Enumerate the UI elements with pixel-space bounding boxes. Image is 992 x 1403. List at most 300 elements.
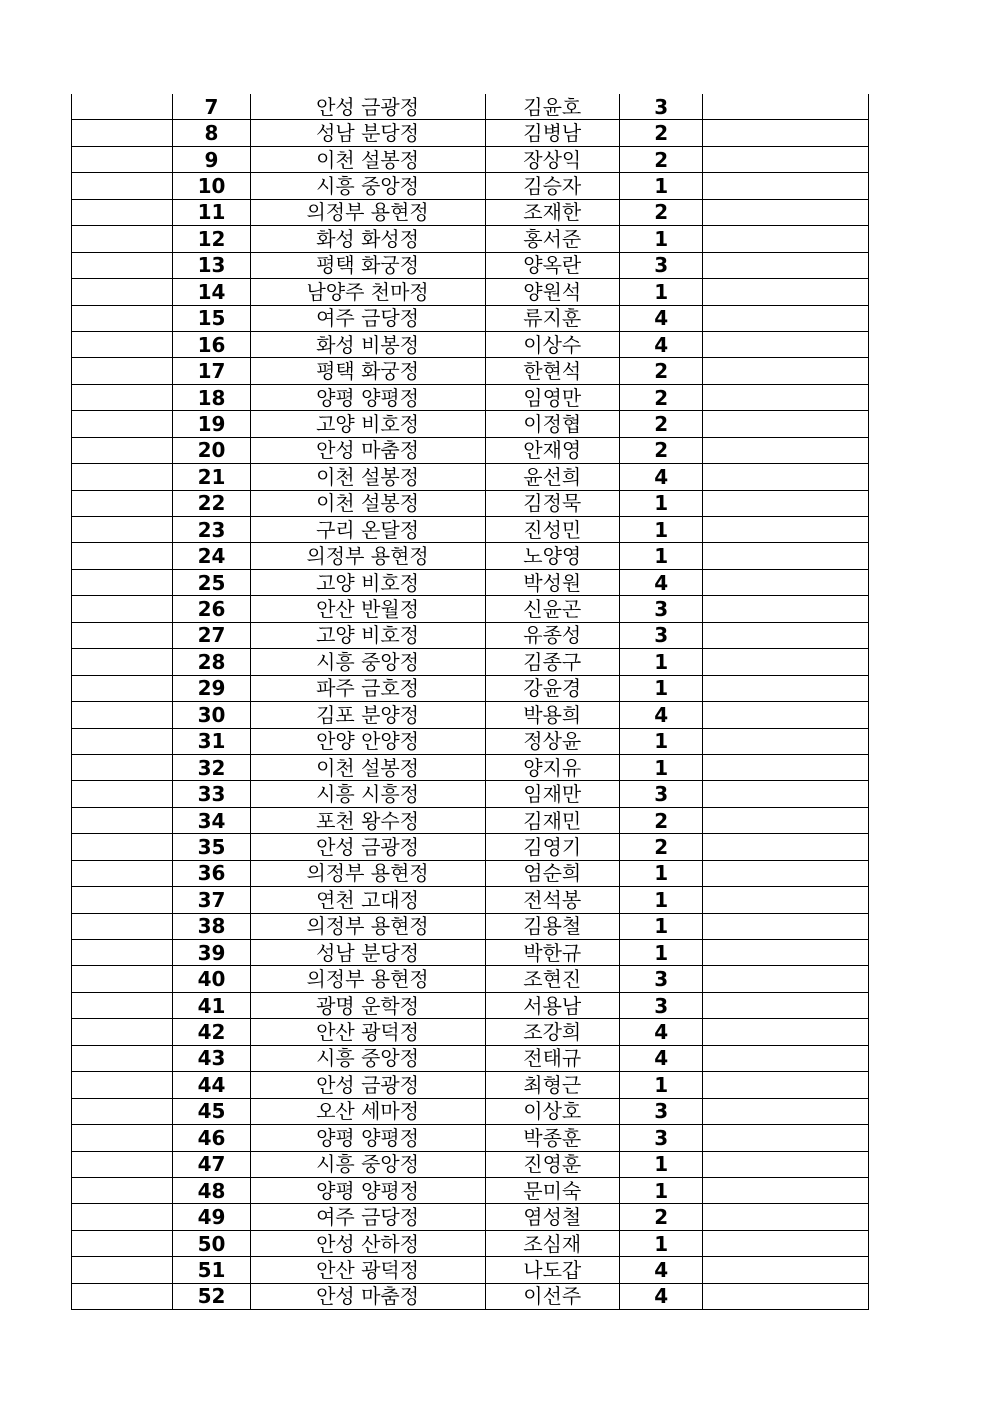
- name-cell: 조심재: [485, 1230, 620, 1256]
- club-cell: 양평 양평정: [250, 1177, 485, 1203]
- count-cell: 2: [620, 358, 703, 384]
- club-cell: 안성 금광정: [250, 834, 485, 860]
- club-cell: 화성 화성정: [250, 226, 485, 252]
- row-number-cell: 18: [173, 384, 250, 410]
- blank-cell: [72, 754, 173, 780]
- blank-cell: [703, 887, 869, 913]
- count-cell: 3: [620, 94, 703, 120]
- count-cell: 1: [620, 1230, 703, 1256]
- name-cell: 염성철: [485, 1204, 620, 1230]
- row-number-cell: 23: [173, 517, 250, 543]
- blank-cell: [703, 411, 869, 437]
- club-cell: 안성 금광정: [250, 94, 485, 120]
- row-number-cell: 25: [173, 569, 250, 595]
- row-number-cell: 46: [173, 1125, 250, 1151]
- club-cell: 안양 안양정: [250, 728, 485, 754]
- table-row: [72, 649, 869, 675]
- count-cell: 1: [620, 543, 703, 569]
- blank-cell: [72, 1125, 173, 1151]
- club-cell: 연천 고대정: [250, 887, 485, 913]
- club-cell: 시흥 중앙정: [250, 173, 485, 199]
- club-cell: 광명 운학정: [250, 992, 485, 1018]
- row-number-cell: 27: [173, 622, 250, 648]
- blank-cell: [703, 1045, 869, 1071]
- blank-cell: [703, 543, 869, 569]
- table-row: [72, 754, 869, 780]
- blank-cell: [72, 1204, 173, 1230]
- count-cell: 3: [620, 622, 703, 648]
- row-number-cell: 26: [173, 596, 250, 622]
- name-cell: 조강희: [485, 1019, 620, 1045]
- blank-cell: [72, 781, 173, 807]
- blank-cell: [72, 464, 173, 490]
- name-cell: 김용철: [485, 913, 620, 939]
- table-row: [72, 146, 869, 172]
- count-cell: 4: [620, 331, 703, 357]
- count-cell: 1: [620, 887, 703, 913]
- table-row: [72, 1072, 869, 1098]
- name-cell: 나도갑: [485, 1257, 620, 1283]
- table-row: [72, 94, 869, 120]
- club-cell: 시흥 시흥정: [250, 781, 485, 807]
- results-table: [71, 94, 869, 1310]
- blank-cell: [72, 1098, 173, 1124]
- blank-cell: [703, 173, 869, 199]
- name-cell: 진영훈: [485, 1151, 620, 1177]
- blank-cell: [72, 411, 173, 437]
- row-number-cell: 19: [173, 411, 250, 437]
- count-cell: 1: [620, 1072, 703, 1098]
- blank-cell: [72, 543, 173, 569]
- club-cell: 고양 비호정: [250, 622, 485, 648]
- blank-cell: [703, 807, 869, 833]
- blank-cell: [72, 173, 173, 199]
- name-cell: 신윤곤: [485, 596, 620, 622]
- blank-cell: [72, 1045, 173, 1071]
- name-cell: 김윤호: [485, 94, 620, 120]
- blank-cell: [703, 754, 869, 780]
- name-cell: 서용남: [485, 992, 620, 1018]
- blank-cell: [703, 199, 869, 225]
- table-row: [72, 331, 869, 357]
- count-cell: 3: [620, 966, 703, 992]
- row-number-cell: 37: [173, 887, 250, 913]
- name-cell: 조재한: [485, 199, 620, 225]
- row-number-cell: 28: [173, 649, 250, 675]
- blank-cell: [703, 1283, 869, 1309]
- row-number-cell: 38: [173, 913, 250, 939]
- row-number-cell: 36: [173, 860, 250, 886]
- row-number-cell: 52: [173, 1283, 250, 1309]
- blank-cell: [72, 252, 173, 278]
- table-row: [72, 1230, 869, 1256]
- name-cell: 김병남: [485, 120, 620, 146]
- table-row: [72, 992, 869, 1018]
- name-cell: 강윤경: [485, 675, 620, 701]
- club-cell: 시흥 중앙정: [250, 1151, 485, 1177]
- blank-cell: [72, 807, 173, 833]
- blank-cell: [72, 1230, 173, 1256]
- table-row: [72, 411, 869, 437]
- count-cell: 2: [620, 1204, 703, 1230]
- count-cell: 2: [620, 384, 703, 410]
- name-cell: 양옥란: [485, 252, 620, 278]
- count-cell: 2: [620, 807, 703, 833]
- count-cell: 4: [620, 1257, 703, 1283]
- table-row: [72, 860, 869, 886]
- count-cell: 1: [620, 490, 703, 516]
- table-row: [72, 305, 869, 331]
- blank-cell: [703, 1072, 869, 1098]
- blank-cell: [703, 437, 869, 463]
- name-cell: 이정협: [485, 411, 620, 437]
- table-row: [72, 1177, 869, 1203]
- count-cell: 4: [620, 1283, 703, 1309]
- row-number-cell: 45: [173, 1098, 250, 1124]
- count-cell: 4: [620, 1019, 703, 1045]
- row-number-cell: 11: [173, 199, 250, 225]
- blank-cell: [72, 1283, 173, 1309]
- name-cell: 장상익: [485, 146, 620, 172]
- blank-cell: [703, 596, 869, 622]
- blank-cell: [72, 1177, 173, 1203]
- table-row: [72, 728, 869, 754]
- blank-cell: [703, 1257, 869, 1283]
- blank-cell: [72, 358, 173, 384]
- blank-cell: [703, 1098, 869, 1124]
- blank-cell: [703, 252, 869, 278]
- club-cell: 안산 광덕정: [250, 1019, 485, 1045]
- table-row: [72, 384, 869, 410]
- table-row: [72, 1283, 869, 1309]
- count-cell: 3: [620, 1125, 703, 1151]
- count-cell: 1: [620, 728, 703, 754]
- name-cell: 박종훈: [485, 1125, 620, 1151]
- row-number-cell: 49: [173, 1204, 250, 1230]
- blank-cell: [72, 834, 173, 860]
- club-cell: 이천 설봉정: [250, 146, 485, 172]
- blank-cell: [703, 728, 869, 754]
- club-cell: 안산 광덕정: [250, 1257, 485, 1283]
- blank-cell: [72, 860, 173, 886]
- table-row: [72, 1257, 869, 1283]
- row-number-cell: 15: [173, 305, 250, 331]
- row-number-cell: 35: [173, 834, 250, 860]
- table-row: [72, 1098, 869, 1124]
- club-cell: 파주 금호정: [250, 675, 485, 701]
- blank-cell: [72, 966, 173, 992]
- table-row: [72, 702, 869, 728]
- blank-cell: [72, 120, 173, 146]
- blank-cell: [72, 305, 173, 331]
- name-cell: 엄순희: [485, 860, 620, 886]
- club-cell: 시흥 중앙정: [250, 1045, 485, 1071]
- name-cell: 정상윤: [485, 728, 620, 754]
- count-cell: 2: [620, 199, 703, 225]
- blank-cell: [72, 1019, 173, 1045]
- table-body: [72, 94, 869, 1310]
- blank-cell: [72, 569, 173, 595]
- name-cell: 유종성: [485, 622, 620, 648]
- count-cell: 3: [620, 1098, 703, 1124]
- club-cell: 구리 온달정: [250, 517, 485, 543]
- count-cell: 2: [620, 146, 703, 172]
- row-number-cell: 7: [173, 94, 250, 120]
- blank-cell: [72, 940, 173, 966]
- club-cell: 양평 양평정: [250, 384, 485, 410]
- blank-cell: [72, 1257, 173, 1283]
- count-cell: 2: [620, 411, 703, 437]
- count-cell: 4: [620, 1045, 703, 1071]
- name-cell: 노양영: [485, 543, 620, 569]
- count-cell: 1: [620, 675, 703, 701]
- row-number-cell: 12: [173, 226, 250, 252]
- blank-cell: [703, 384, 869, 410]
- blank-cell: [703, 860, 869, 886]
- blank-cell: [72, 913, 173, 939]
- name-cell: 양원석: [485, 279, 620, 305]
- row-number-cell: 47: [173, 1151, 250, 1177]
- blank-cell: [72, 517, 173, 543]
- row-number-cell: 10: [173, 173, 250, 199]
- row-number-cell: 41: [173, 992, 250, 1018]
- count-cell: 3: [620, 596, 703, 622]
- club-cell: 이천 설봉정: [250, 490, 485, 516]
- row-number-cell: 51: [173, 1257, 250, 1283]
- blank-cell: [72, 490, 173, 516]
- count-cell: 1: [620, 279, 703, 305]
- blank-cell: [703, 305, 869, 331]
- count-cell: 1: [620, 860, 703, 886]
- club-cell: 여주 금당정: [250, 1204, 485, 1230]
- blank-cell: [703, 331, 869, 357]
- table-row: [72, 913, 869, 939]
- row-number-cell: 50: [173, 1230, 250, 1256]
- blank-cell: [72, 226, 173, 252]
- table-row: [72, 1151, 869, 1177]
- table-row: [72, 490, 869, 516]
- row-number-cell: 9: [173, 146, 250, 172]
- blank-cell: [72, 622, 173, 648]
- club-cell: 안성 산하정: [250, 1230, 485, 1256]
- count-cell: 3: [620, 252, 703, 278]
- row-number-cell: 24: [173, 543, 250, 569]
- table-row: [72, 1019, 869, 1045]
- club-cell: 오산 세마정: [250, 1098, 485, 1124]
- name-cell: 임재만: [485, 781, 620, 807]
- club-cell: 고양 비호정: [250, 411, 485, 437]
- table-row: [72, 1045, 869, 1071]
- count-cell: 4: [620, 305, 703, 331]
- row-number-cell: 16: [173, 331, 250, 357]
- count-cell: 2: [620, 120, 703, 146]
- row-number-cell: 30: [173, 702, 250, 728]
- row-number-cell: 42: [173, 1019, 250, 1045]
- count-cell: 4: [620, 464, 703, 490]
- name-cell: 윤선희: [485, 464, 620, 490]
- count-cell: 1: [620, 913, 703, 939]
- table-row: [72, 279, 869, 305]
- club-cell: 이천 설봉정: [250, 464, 485, 490]
- table-row: [72, 834, 869, 860]
- name-cell: 박한규: [485, 940, 620, 966]
- blank-cell: [703, 517, 869, 543]
- table-row: [72, 887, 869, 913]
- blank-cell: [72, 437, 173, 463]
- name-cell: 전태규: [485, 1045, 620, 1071]
- count-cell: 1: [620, 173, 703, 199]
- count-cell: 1: [620, 649, 703, 675]
- club-cell: 의정부 용현정: [250, 199, 485, 225]
- table-row: [72, 596, 869, 622]
- table-row: [72, 199, 869, 225]
- row-number-cell: 48: [173, 1177, 250, 1203]
- club-cell: 포천 왕수정: [250, 807, 485, 833]
- count-cell: 2: [620, 834, 703, 860]
- name-cell: 류지훈: [485, 305, 620, 331]
- count-cell: 1: [620, 517, 703, 543]
- club-cell: 고양 비호정: [250, 569, 485, 595]
- table-row: [72, 966, 869, 992]
- table-row: [72, 464, 869, 490]
- table-row: [72, 807, 869, 833]
- blank-cell: [703, 1230, 869, 1256]
- club-cell: 안성 마춤정: [250, 1283, 485, 1309]
- table-row: [72, 517, 869, 543]
- blank-cell: [703, 1125, 869, 1151]
- blank-cell: [703, 649, 869, 675]
- row-number-cell: 40: [173, 966, 250, 992]
- row-number-cell: 32: [173, 754, 250, 780]
- club-cell: 의정부 용현정: [250, 913, 485, 939]
- table-row: [72, 226, 869, 252]
- club-cell: 안성 마춤정: [250, 437, 485, 463]
- name-cell: 한현석: [485, 358, 620, 384]
- row-number-cell: 13: [173, 252, 250, 278]
- club-cell: 의정부 용현정: [250, 860, 485, 886]
- name-cell: 김승자: [485, 173, 620, 199]
- row-number-cell: 31: [173, 728, 250, 754]
- blank-cell: [703, 226, 869, 252]
- blank-cell: [72, 384, 173, 410]
- blank-cell: [72, 675, 173, 701]
- count-cell: 4: [620, 569, 703, 595]
- table-row: [72, 569, 869, 595]
- table-row: [72, 437, 869, 463]
- club-cell: 시흥 중앙정: [250, 649, 485, 675]
- name-cell: 김정묵: [485, 490, 620, 516]
- blank-cell: [703, 490, 869, 516]
- name-cell: 안재영: [485, 437, 620, 463]
- blank-cell: [703, 966, 869, 992]
- club-cell: 남양주 천마정: [250, 279, 485, 305]
- name-cell: 문미숙: [485, 1177, 620, 1203]
- count-cell: 1: [620, 754, 703, 780]
- club-cell: 성남 분당정: [250, 940, 485, 966]
- table-row: [72, 1125, 869, 1151]
- table-row: [72, 1204, 869, 1230]
- row-number-cell: 22: [173, 490, 250, 516]
- table-row: [72, 173, 869, 199]
- blank-cell: [703, 279, 869, 305]
- club-cell: 김포 분양정: [250, 702, 485, 728]
- table-row: [72, 675, 869, 701]
- row-number-cell: 44: [173, 1072, 250, 1098]
- count-cell: 3: [620, 992, 703, 1018]
- table-row: [72, 120, 869, 146]
- blank-cell: [703, 913, 869, 939]
- blank-cell: [703, 622, 869, 648]
- club-cell: 안산 반월정: [250, 596, 485, 622]
- club-cell: 평택 화궁정: [250, 358, 485, 384]
- blank-cell: [72, 649, 173, 675]
- count-cell: 1: [620, 940, 703, 966]
- row-number-cell: 29: [173, 675, 250, 701]
- blank-cell: [72, 596, 173, 622]
- club-cell: 의정부 용현정: [250, 543, 485, 569]
- club-cell: 성남 분당정: [250, 120, 485, 146]
- table-row: [72, 543, 869, 569]
- name-cell: 이선주: [485, 1283, 620, 1309]
- row-number-cell: 8: [173, 120, 250, 146]
- table-row: [72, 358, 869, 384]
- name-cell: 조현진: [485, 966, 620, 992]
- club-cell: 화성 비봉정: [250, 331, 485, 357]
- club-cell: 평택 화궁정: [250, 252, 485, 278]
- table-row: [72, 622, 869, 648]
- name-cell: 김영기: [485, 834, 620, 860]
- blank-cell: [703, 569, 869, 595]
- blank-cell: [72, 331, 173, 357]
- blank-cell: [72, 1072, 173, 1098]
- count-cell: 2: [620, 437, 703, 463]
- blank-cell: [703, 992, 869, 1018]
- row-number-cell: 39: [173, 940, 250, 966]
- blank-cell: [703, 358, 869, 384]
- row-number-cell: 34: [173, 807, 250, 833]
- club-cell: 안성 금광정: [250, 1072, 485, 1098]
- name-cell: 박용희: [485, 702, 620, 728]
- name-cell: 임영만: [485, 384, 620, 410]
- blank-cell: [703, 1019, 869, 1045]
- count-cell: 1: [620, 226, 703, 252]
- row-number-cell: 33: [173, 781, 250, 807]
- blank-cell: [703, 146, 869, 172]
- table-row: [72, 252, 869, 278]
- name-cell: 박성원: [485, 569, 620, 595]
- row-number-cell: 21: [173, 464, 250, 490]
- blank-cell: [72, 728, 173, 754]
- blank-cell: [72, 992, 173, 1018]
- blank-cell: [72, 1151, 173, 1177]
- row-number-cell: 43: [173, 1045, 250, 1071]
- blank-cell: [72, 887, 173, 913]
- blank-cell: [703, 834, 869, 860]
- club-cell: 이천 설봉정: [250, 754, 485, 780]
- name-cell: 김재민: [485, 807, 620, 833]
- blank-cell: [72, 146, 173, 172]
- blank-cell: [703, 94, 869, 120]
- blank-cell: [72, 702, 173, 728]
- blank-cell: [703, 940, 869, 966]
- blank-cell: [703, 781, 869, 807]
- row-number-cell: 14: [173, 279, 250, 305]
- club-cell: 의정부 용현정: [250, 966, 485, 992]
- table-row: [72, 781, 869, 807]
- name-cell: 이상수: [485, 331, 620, 357]
- blank-cell: [703, 1204, 869, 1230]
- club-cell: 여주 금당정: [250, 305, 485, 331]
